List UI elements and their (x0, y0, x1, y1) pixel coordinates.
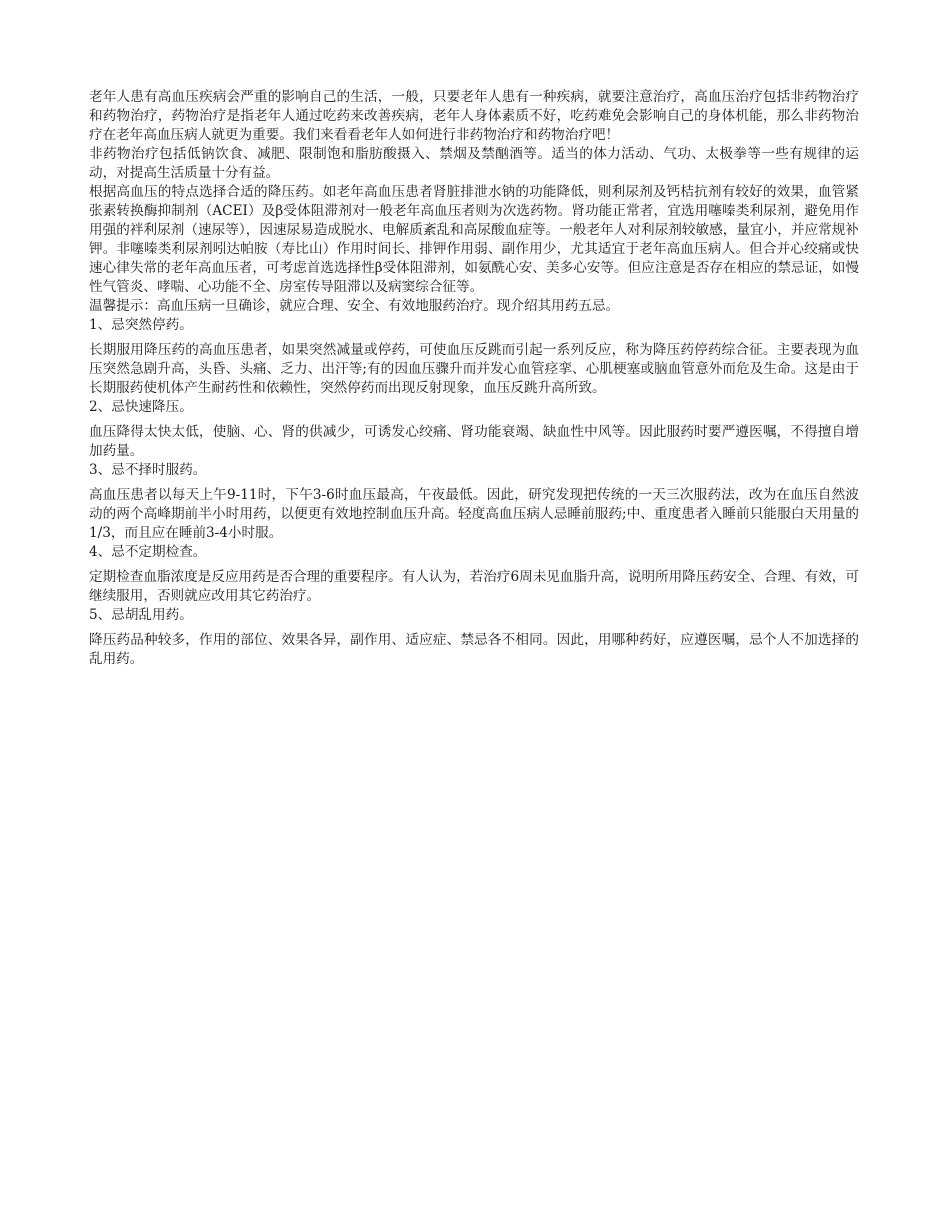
section-body-4: 定期检查血脂浓度是反应用药是否合理的重要程序。有人认为，若治疗6周未见血脂升高，说明所用降压药安全、合理、有效，可继续服用，否则就应改用其它药治疗。 (89, 569, 859, 604)
section-body-2: 血压降得太快太低，使脑、心、肾的供减少，可诱发心绞痛、肾功能衰竭、缺血性中风等。因此服药时要严遵医嘱，不得擅自增加药量。 (89, 424, 859, 459)
non-drug-therapy-paragraph: 非药物治疗包括低钠饮食、减肥、限制饱和脂肪酸摄入、禁烟及禁酗酒等。适当的体力活动、气功、太极拳等一些有规律的运动，对提高生活质量十分有益。 (89, 146, 859, 181)
drug-selection-paragraph: 根据高血压的特点选择合适的降压药。如老年高血压患者肾脏排泄水钠的功能降低，则利尿剂及钙桔抗剂有较好的效果，血管紧张素转换酶抑制剂（ACEI）及β受体阻滞剂对一般老年高血压者则为次选药物。肾功能正常者，宜选用噻嗪类利尿剂，避免用作用强的袢利尿剂（速尿等），因速尿易造成脱水、电解质紊乱和高尿酸血症等。一般老年人对利尿剂较敏感，量宜小，并应常规补钾。非噻嗪类利尿剂吲达帕胺（寿比山）作用时间长、排钾作用弱、副作用少，尤其适宜于老年高血压病人。但合并心绞痛或快速心律失常的老年高血压者，可考虑首选选择性β受体阻滞剂，如氨酰心安、美多心安等。但应注意是否存在相应的禁忌证，如慢性气管炎、哮喘、心功能不全、房室传导阻滞以及病窦综合征等。 (89, 184, 859, 295)
tip-paragraph: 温馨提示：高血压病一旦确诊，就应合理、安全、有效地服药治疗。现介绍其用药五忌。 (89, 298, 620, 314)
section-heading-4: 4、忌不定期检查。 (89, 544, 207, 560)
document-body (89, 88, 859, 669)
section-heading-1: 1、忌突然停药。 (89, 317, 193, 333)
section-body-1: 长期服用降压药的高血压患者，如果突然减量或停药，可使血压反跳而引起一系列反应，称为降压药停药综合征。主要表现为血压突然急剧升高，头昏、头痛、乏力、出汗等;有的因血压骤升而并发心血管痉挛、心肌梗塞或脑血管意外而危及生命。这是由于长期服药使机体产生耐药性和依赖性，突然停药而出现反射现象，血压反跳升高所致。 (89, 342, 859, 396)
section-heading-3: 3、忌不择时服药。 (89, 462, 207, 478)
section-body-5: 降压药品种较多，作用的部位、效果各异，副作用、适应症、禁忌各不相同。因此，用哪种药好，应遵医嘱，忌个人不加选择的乱用药。 (89, 632, 859, 667)
section-heading-5: 5、忌胡乱用药。 (89, 607, 193, 623)
intro-paragraph: 老年人患有高血压疾病会严重的影响自己的生活，一般，只要老年人患有一种疾病，就要注意治疗，高血压治疗包括非药物治疗和药物治疗，药物治疗是指老年人通过吃药来改善疾病，老年人身体素质不好，吃药难免会影响自己的身体机能，那么非药物治疗在老年高血压病人就更为重要。我们来看看老年人如何进行非药物治疗和药物治疗吧！ (89, 89, 859, 143)
section-body-3: 高血压患者以每天上午9-11时，下午3-6时血压最高，午夜最低。因此，研究发现把传统的一天三次服药法，改为在血压自然波动的两个高峰期前半小时用药，以便更有效地控制血压升高。轻度高血压病人忌睡前服药;中、重度患者入睡前只能服白天用量的1/3，而且应在睡前3-4小时服。 (89, 487, 859, 541)
section-heading-2: 2、忌快速降压。 (89, 399, 193, 415)
